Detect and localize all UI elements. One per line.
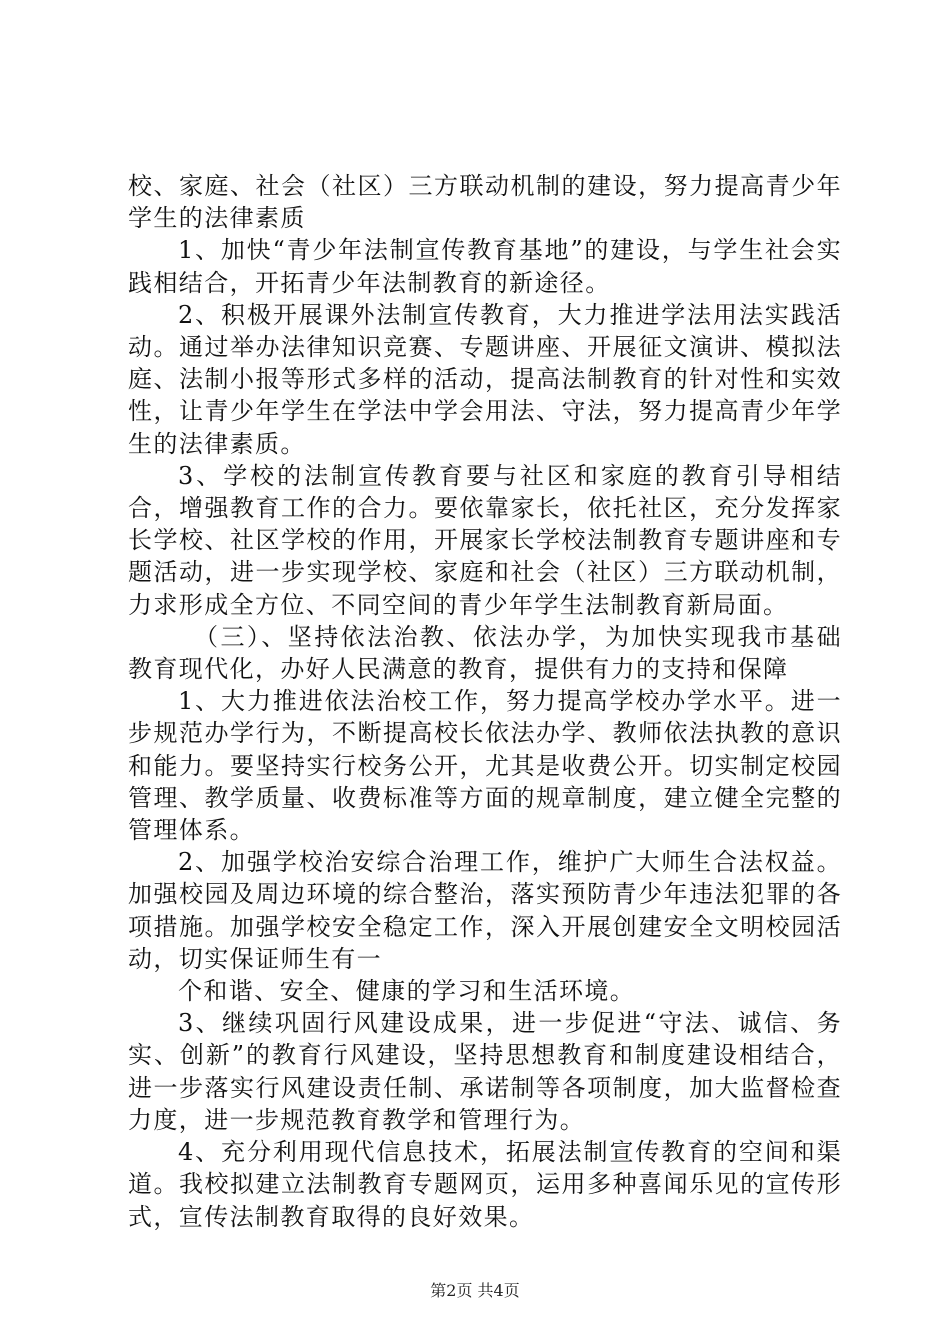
- paragraph-item-3: 3、学校的法制宣传教育要与社区和家庭的教育引导相结合，增强教育工作的合力。要依靠家长，依托社区，充分发挥家长学校、社区学校的作用，开展家长学校法制教育专题讲座和专题活动，进一步实现学校、家庭和社会（社区）三方联动机制，力求形成全方位、不同空间的青少年学生法制教育新局面。: [128, 461, 842, 619]
- section-heading-three: （三）、坚持依法治教、依法办学，为加快实现我市基础教育现代化，办好人民满意的教育，提供有力的支持和保障: [128, 622, 842, 684]
- page-footer: 第2页 共4页: [430, 1281, 520, 1300]
- paragraph-continuation: 校、家庭、社会（社区）三方联动机制的建设，努力提高青少年学生的法律素质: [128, 172, 842, 233]
- paragraph-item-4-technology: 4、充分利用现代信息技术，拓展法制宣传教育的空间和渠道。我校拟建立法制教育专题网页，运用多种喜闻乐见的宣传形式，宣传法制教育取得的良好效果。: [128, 1138, 842, 1231]
- paragraph-item-2-security: 2、加强学校治安综合治理工作，维护广大师生合法权益。加强校园及周边环境的综合整治，落实预防青少年违法犯罪的各项措施。加强学校安全稳定工作，深入开展创建安全文明校园活动，切实保证师生有一: [128, 848, 842, 973]
- paragraph-item-2: 2、积极开展课外法制宣传教育，大力推进学法用法实践活动。通过举办法律知识竞赛、专题讲座、开展征文演讲、模拟法庭、法制小报等形式多样的活动，提高法制教育的针对性和实效性，让青少年学生在学法中学会用法、守法，努力提高青少年学生的法律素质。: [128, 300, 842, 458]
- document-body: [128, 170, 842, 1233]
- paragraph-item-1: 1、加快“青少年法制宣传教育基地”的建设，与学生社会实践相结合，开拓青少年法制教育的新途径。: [128, 236, 842, 297]
- paragraph-item-1-rule-of-law: 1、大力推进依法治校工作，努力提高学校办学水平。进一步规范办学行为，不断提高校长依法办学、教师依法执教的意识和能力。要坚持实行校务公开，尤其是收费公开。切实制定校园管理、教学质量、收费标准等方面的规章制度，建立健全完整的管理体系。: [128, 687, 842, 845]
- paragraph-item-3-conduct: 3、继续巩固行风建设成果，进一步促进“守法、诚信、务实、创新”的教育行风建设，坚持思想教育和制度建设相结合，进一步落实行风建设责任制、承诺制等各项制度，加大监督检查力度，进一步规范教育教学和管理行为。: [128, 1009, 842, 1134]
- paragraph-fragment: 个和谐、安全、健康的学习和生活环境。: [178, 977, 636, 1006]
